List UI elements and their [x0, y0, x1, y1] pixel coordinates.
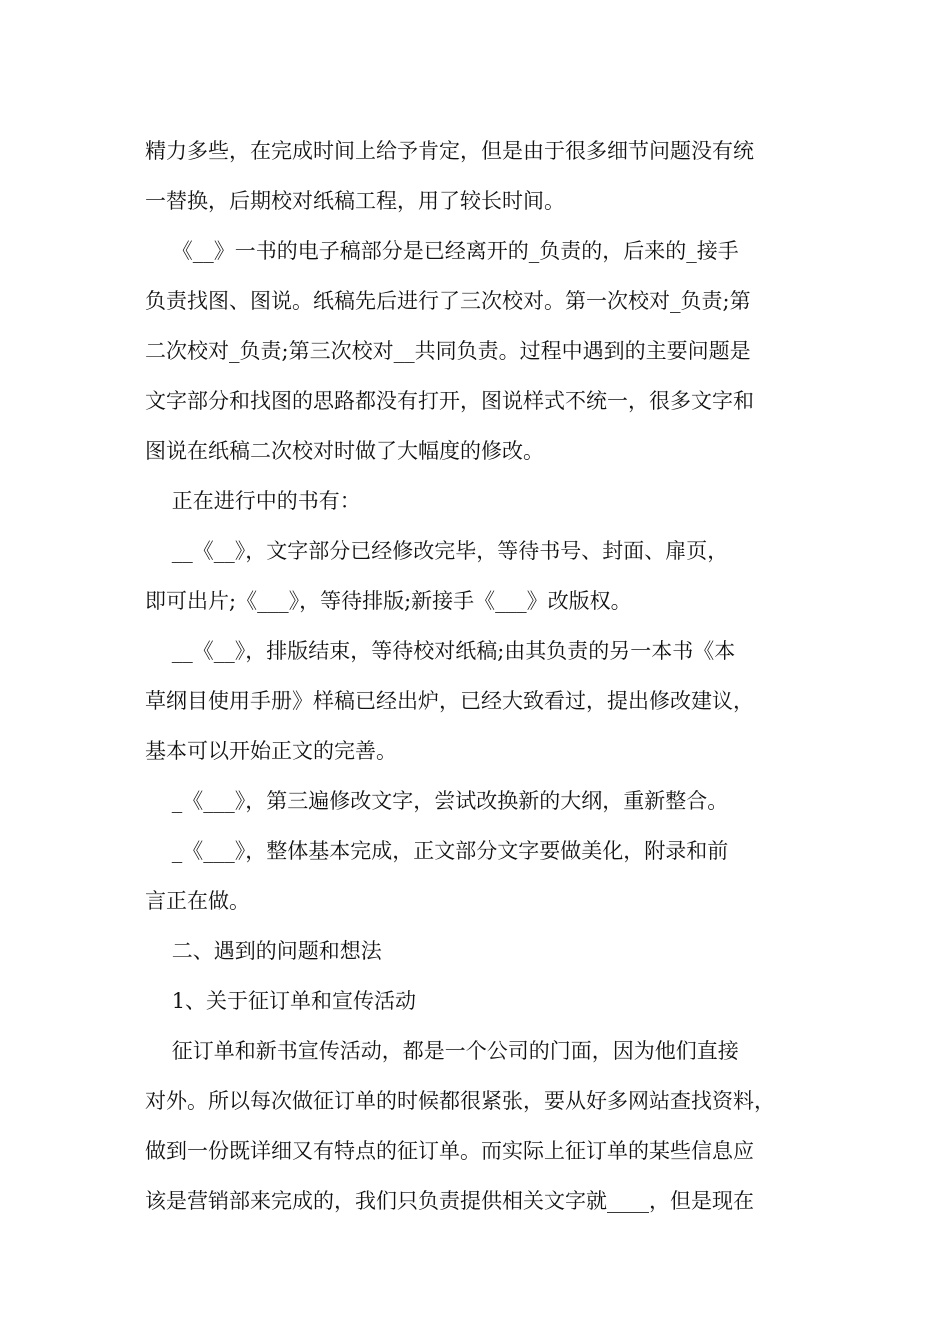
text-line: 即可出片;《___》，等待排版;新接手《___》改版权。 [145, 589, 632, 613]
text-line: 一替换，后期校对纸稿工程，用了较长时间。 [145, 189, 565, 213]
section-heading: 二、遇到的问题和想法 [145, 939, 382, 963]
text-line: _《___》，第三遍修改文字，尝试改换新的大纲，重新整合。 [145, 789, 729, 813]
text-line: 二次校对_负责;第三次校对__共同负责。过程中遇到的主要问题是 [145, 339, 751, 363]
text-line: 基本可以开始正文的完善。 [145, 739, 397, 763]
text-line: 对外。所以每次做征订单的时候都很紧张，要从好多网站查找资料， [145, 1089, 775, 1113]
text-line: 负责找图、图说。纸稿先后进行了三次校对。第一次校对_负责;第 [145, 289, 751, 313]
text-line: 精力多些，在完成时间上给予肯定，但是由于很多细节问题没有统 [145, 139, 754, 163]
text-line: 文字部分和找图的思路都没有打开，图说样式不统一，很多文字和 [145, 389, 754, 413]
text-line: 正在进行中的书有： [145, 489, 361, 513]
text-line: 征订单和新书宣传活动，都是一个公司的门面，因为他们直接 [145, 1039, 739, 1063]
text-line: 言正在做。 [145, 889, 250, 913]
text-line: 做到一份既详细又有特点的征订单。而实际上征订单的某些信息应 [145, 1139, 754, 1163]
text-line: _《___》，整体基本完成，正文部分文字要做美化，附录和前 [145, 839, 729, 863]
text-line: __《__》，排版结束，等待校对纸稿;由其负责的另一本书《本 [145, 639, 736, 663]
subsection-heading: 1、关于征订单和宣传活动 [145, 989, 417, 1013]
text-line: 该是营销部来完成的，我们只负责提供相关文字就____，但是现在 [145, 1189, 754, 1213]
text-line: 草纲目使用手册》样稿已经出炉，已经大致看过，提出修改建议， [145, 689, 754, 713]
text-line: __《__》，文字部分已经修改完毕，等待书号、封面、扉页， [145, 539, 729, 563]
text-line: 《__》一书的电子稿部分是已经离开的_负责的，后来的_接手 [145, 239, 739, 263]
text-line: 图说在纸稿二次校对时做了大幅度的修改。 [145, 439, 544, 463]
